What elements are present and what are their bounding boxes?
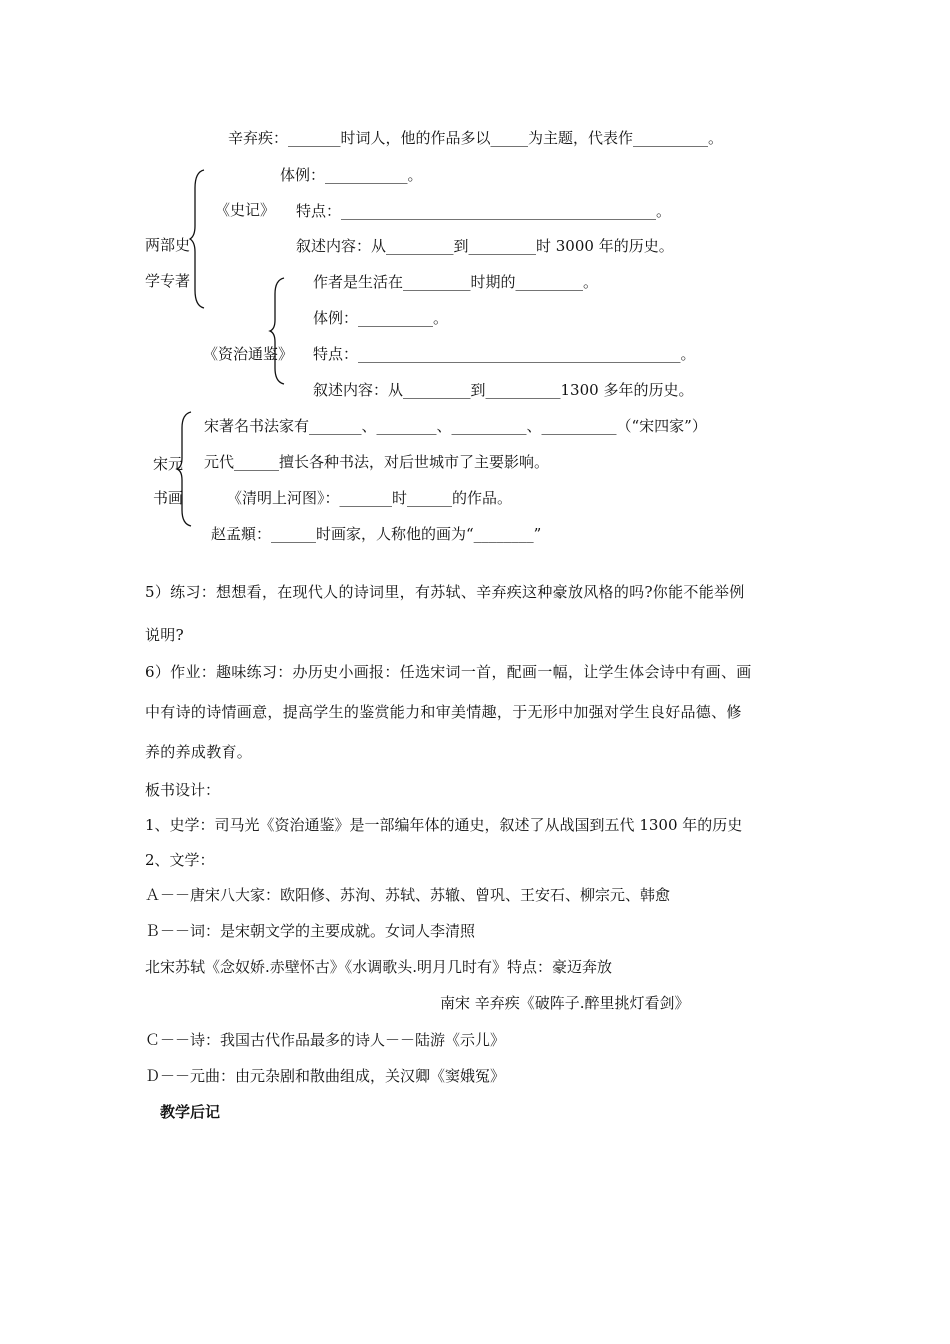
- board-title: 板书设计：: [145, 781, 221, 799]
- board-item-2: 2、文学：: [145, 851, 215, 869]
- postscript-heading: 教学后记: [160, 1103, 221, 1121]
- zztj-tili: 体例：__________。: [313, 309, 449, 327]
- board-item-d: Ｄ－－元曲：由元杂剧和散曲组成，关汉卿《窦娥冤》: [145, 1067, 506, 1085]
- songyuan-label-2: 书画: [153, 489, 184, 507]
- zztj-tedian: 特点：___________________________________________。: [313, 345, 696, 363]
- zztj-content: 叙述内容：从_________到__________1300 多年的历史。: [313, 381, 694, 399]
- zztj-author: 作者是生活在_________时期的_________。: [313, 273, 599, 291]
- homework-line-3: 养的养成教育。: [145, 743, 253, 761]
- two-histories-label: 两部史: [145, 236, 191, 254]
- xin-qiji-line: 辛弃疾：_______时词人，他的作品多以_____为主题，代表作__________。: [228, 129, 724, 147]
- zhao-mengfu: 赵孟頫：______时画家，人称他的画为“________”: [211, 525, 542, 543]
- shiji-tedian: 特点：__________________________________________。: [296, 202, 672, 220]
- zztj-title: 《资治通鉴》: [203, 345, 294, 363]
- exercise-line-2: 说明?: [145, 626, 184, 644]
- shiji-tili: 体例：___________。: [280, 166, 423, 184]
- shiji-title: 《史记》: [215, 201, 276, 219]
- board-item-a: Ａ－－唐宋八大家：欧阳修、苏洵、苏轼、苏辙、曾巩、王安石、柳宗元、韩愈: [145, 886, 671, 904]
- board-item-c: Ｃ－－诗：我国古代作品最多的诗人－－陆游《示儿》: [145, 1031, 506, 1049]
- board-item-1: 1、史学：司马光《资治通鉴》是一部编年体的通史，叙述了从战国到五代 1300 年的历史: [145, 816, 743, 834]
- two-histories-brace: [190, 168, 210, 310]
- yuandai: 元代______擅长各种书法，对后世城市了主要影响。: [204, 453, 550, 471]
- qingming: 《清明上河图》：_______时______的作品。: [227, 489, 513, 507]
- shiji-content: 叙述内容：从_________到_________时 3000 年的历史。: [296, 237, 674, 255]
- board-item-b: Ｂ－－词：是宋朝文学的主要成就。女词人李清照: [145, 922, 476, 940]
- exercise-line-1: 5）练习：想想看，在现代人的诗词里，有苏轼、辛弃疾这种豪放风格的吗?你能不能举例: [145, 583, 745, 601]
- board-item-b2: 北宋苏轼《念奴娇.赤壁怀古》《水调歌头.明月几时有》特点：豪迈奔放: [145, 958, 613, 976]
- two-histories-label-2: 学专著: [145, 272, 191, 290]
- songyuan-label: 宋元: [153, 455, 184, 473]
- board-item-b3: 南宋 辛弃疾《破阵子.醉里挑灯看剑》: [440, 994, 690, 1012]
- homework-line-1: 6）作业：趣味练习：办历史小画报：任选宋词一首，配画一幅，让学生体会诗中有画、画: [145, 663, 752, 681]
- zztj-brace: [270, 276, 290, 386]
- homework-line-2: 中有诗的诗情画意，提高学生的鉴赏能力和审美情趣，于无形中加强对学生良好品德、修: [145, 703, 742, 721]
- calligraphers: 宋著名书法家有_______、________、__________、__________（“宋四家”）: [204, 417, 707, 435]
